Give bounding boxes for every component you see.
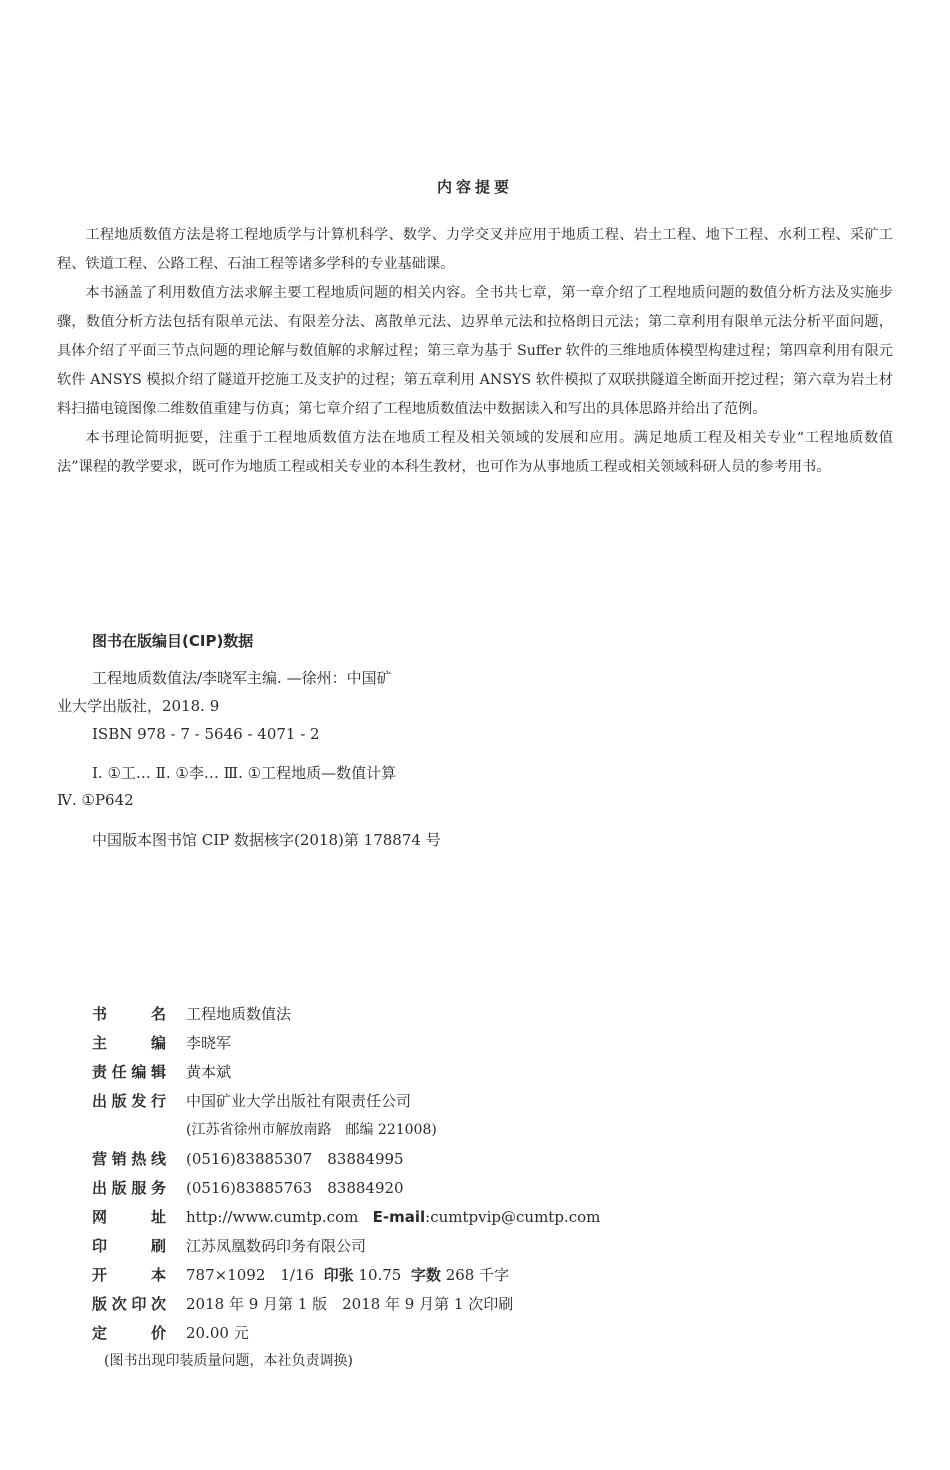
info-value: 20.00 元 bbox=[186, 1324, 249, 1342]
info-row-sales bbox=[92, 1145, 404, 1174]
info-value: 黄本斌 bbox=[186, 1063, 232, 1081]
email-label: E-mail bbox=[372, 1208, 426, 1226]
info-row-printer bbox=[92, 1232, 367, 1261]
info-row-publisher bbox=[92, 1087, 412, 1116]
publisher-address: (江苏省徐州市解放南路 邮编 221008) bbox=[186, 1122, 437, 1138]
info-value bbox=[186, 1261, 509, 1290]
info-row-responsible-editor bbox=[92, 1058, 232, 1087]
info-value: 李晓军 bbox=[186, 1034, 232, 1052]
summary-body bbox=[57, 221, 893, 482]
info-row-book-name bbox=[92, 1000, 292, 1029]
sheets-label: 印张 bbox=[323, 1266, 354, 1284]
info-row-price bbox=[92, 1319, 249, 1348]
info-row-edition bbox=[92, 1290, 514, 1319]
info-row-address bbox=[92, 1116, 437, 1145]
summary-paragraph: 工程地质数值方法是将工程地质学与计算机科学、数学、力学交叉并应用于地质工程、岩土工程、地下工程、水利工程、采矿工程、铁道工程、公路工程、石油工程等诸多学科的专业基础课。 bbox=[57, 227, 893, 272]
cip-title: 图书在版编目(CIP)数据 bbox=[92, 632, 254, 650]
info-value: 江苏凤凰数码印务有限公司 bbox=[186, 1237, 367, 1255]
info-label: 营销热线 bbox=[92, 1150, 166, 1168]
info-value: http://www.cumtp.com E-mail:cumtpvip@cumtp.com bbox=[186, 1208, 601, 1226]
info-label: 责任编辑 bbox=[92, 1063, 166, 1081]
info-row-format bbox=[92, 1261, 510, 1290]
info-value: (0516)83885763 83884920 bbox=[186, 1179, 404, 1197]
sheets-value: 10.75 bbox=[358, 1266, 402, 1284]
info-label: 网址 bbox=[92, 1208, 166, 1226]
summary-paragraph: 本书理论简明扼要，注重于工程地质数值方法在地质工程及相关领域的发展和应用。满足地质工程及相关专业“工程地质数值法”课程的教学要求，既可作为地质工程或相关专业的本科生教材，也可作为从事地质工程或相关领域科研人员的参考用书。 bbox=[57, 430, 893, 475]
words-value: 268 千字 bbox=[445, 1266, 510, 1284]
quality-note: (图书出现印装质量问题，本社负责调换) bbox=[104, 1353, 353, 1369]
info-value: 中国矿业大学出版社有限责任公司 bbox=[186, 1092, 412, 1110]
cip-entry-line1: 工程地质数值法/李晓军主编. —徐州：中国矿 bbox=[92, 669, 392, 687]
format-value: 787×1092 1/16 bbox=[186, 1266, 315, 1284]
info-label: 出版发行 bbox=[92, 1092, 166, 1110]
info-label: 开本 bbox=[92, 1266, 166, 1284]
cip-record-number: 中国版本图书馆 CIP 数据核字(2018)第 178874 号 bbox=[92, 831, 441, 849]
info-label: 主编 bbox=[92, 1034, 166, 1052]
info-label: 出版服务 bbox=[92, 1179, 166, 1197]
summary-paragraph: 本书涵盖了利用数值方法求解主要工程地质问题的相关内容。全书共七章，第一章介绍了工程地质问题的数值分析方法及实施步骤，数值分析方法包括有限单元法、有限差分法、离散单元法、边界单元法和拉格朗日元法；第二章利用有限单元法分析平面问题，具体介绍了平面三节点问题的理论解与数值解的求解过程；第三章为基于 Suffer 软件的三维地质体模型构建过程；第四章利用有限元软件 ANSYS 模拟介绍了隧道开挖施工及支护的过程；第五章利用 ANSYS 软件模拟了双联拱隧道全断面开挖过程；第六章为岩土材料扫描电镜图像二维数值重建与仿真；第七章介绍了工程地质数值法中数据读入和写出的具体思路并给出了范例。 bbox=[57, 285, 893, 417]
cip-isbn: ISBN 978 - 7 - 5646 - 4071 - 2 bbox=[92, 725, 320, 743]
summary-title: 内容提要 bbox=[436, 178, 513, 196]
words-label: 字数 bbox=[410, 1266, 441, 1284]
info-row-editor bbox=[92, 1029, 232, 1058]
info-label: 版次印次 bbox=[92, 1295, 166, 1313]
cip-entry-line2: 业大学出版社，2018. 9 bbox=[57, 697, 220, 715]
cip-classification: Ⅰ. ①工… Ⅱ. ①李… Ⅲ. ①工程地质—数值计算 bbox=[92, 764, 397, 782]
info-label: 书名 bbox=[92, 1005, 166, 1023]
email-address[interactable]: cumtpvip@cumtp.com bbox=[430, 1208, 601, 1226]
info-value: 2018 年 9 月第 1 版 2018 年 9 月第 1 次印刷 bbox=[186, 1295, 514, 1313]
info-row-service bbox=[92, 1174, 404, 1203]
info-row-website bbox=[92, 1203, 601, 1232]
info-value: 工程地质数值法 bbox=[186, 1005, 292, 1023]
info-label: 印刷 bbox=[92, 1237, 166, 1255]
info-value: (0516)83885307 83884995 bbox=[186, 1150, 404, 1168]
website-url[interactable]: http://www.cumtp.com bbox=[186, 1208, 359, 1226]
cip-classification-cont: Ⅳ. ①P642 bbox=[57, 791, 134, 809]
publication-info bbox=[92, 1000, 601, 1348]
info-label: 定价 bbox=[92, 1324, 166, 1342]
